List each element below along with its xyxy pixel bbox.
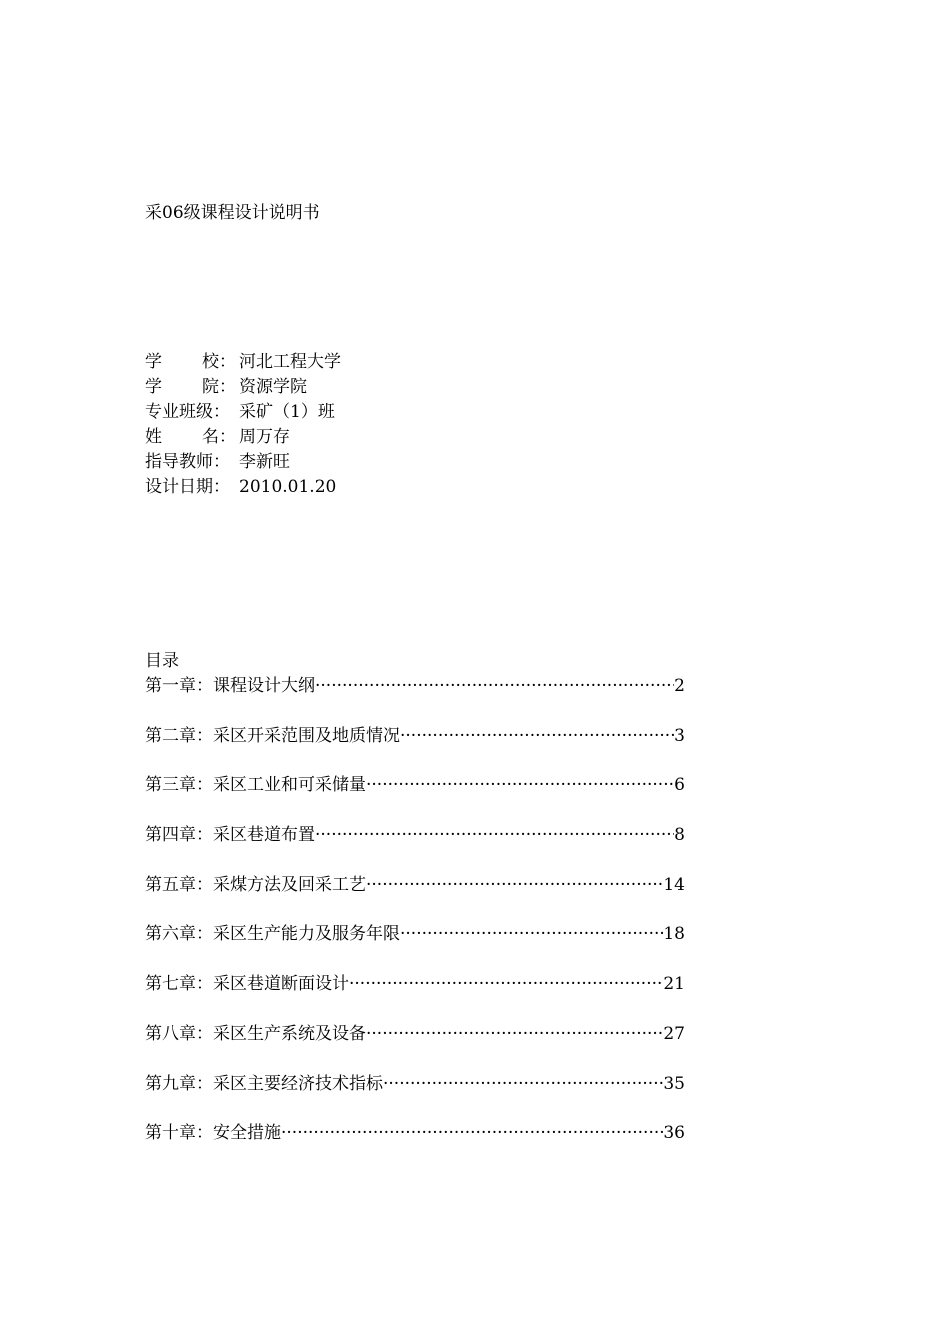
info-label [145, 375, 239, 400]
toc-leader-dots [383, 1072, 663, 1096]
info-value-college: 资源学院 [239, 377, 307, 397]
toc-item-title: 第二章：采区开采范围及地质情况 [145, 725, 400, 746]
toc-item-page: 18 [663, 924, 685, 945]
toc-item[interactable] [145, 1022, 685, 1046]
toc-item-title: 第八章：采区生产系统及设备 [145, 1023, 366, 1044]
toc-leader-dots [315, 823, 674, 847]
toc-item[interactable] [145, 972, 685, 996]
toc-item[interactable] [145, 922, 685, 946]
toc-item-title: 第五章：采煤方法及回采工艺 [145, 874, 366, 895]
info-label-last-char: 校： [202, 352, 236, 372]
toc-item[interactable] [145, 1121, 685, 1145]
toc-item-title: 第六章：采区生产能力及服务年限 [145, 924, 400, 945]
toc-item[interactable] [145, 724, 685, 748]
info-value-class: 采矿（1）班 [239, 402, 335, 422]
info-value-school: 河北工程大学 [239, 352, 341, 372]
document-title: 采06级课程设计说明书 [145, 203, 320, 223]
toc-item-page: 8 [674, 825, 685, 846]
toc-item[interactable] [145, 674, 685, 698]
toc-leader-dots [366, 1022, 663, 1046]
toc-item-title: 第一章：课程设计大纲 [145, 676, 315, 696]
table-of-contents [145, 674, 685, 1171]
info-row-date [145, 475, 341, 500]
toc-item-title: 第十章：安全措施 [145, 1123, 281, 1144]
info-label [145, 350, 239, 375]
toc-leader-dots [349, 972, 663, 996]
toc-heading: 目录 [145, 651, 179, 671]
toc-item-page: 3 [674, 725, 685, 746]
toc-item-page: 27 [663, 1023, 685, 1044]
info-label: 指导教师： [145, 452, 230, 472]
info-label-last-char: 名： [202, 427, 236, 447]
toc-item-title: 第七章：采区巷道断面设计 [145, 974, 349, 995]
info-label-first-char: 学 [145, 377, 162, 397]
toc-item[interactable] [145, 873, 685, 897]
toc-item-page: 35 [663, 1073, 685, 1094]
info-row-school [145, 350, 341, 375]
toc-leader-dots [400, 922, 663, 946]
toc-leader-dots [366, 773, 674, 797]
toc-leader-dots [366, 873, 663, 897]
toc-item-title: 第三章：采区工业和可采储量 [145, 775, 366, 796]
toc-leader-dots [400, 724, 674, 748]
toc-item[interactable] [145, 1072, 685, 1096]
info-label-first-char: 学 [145, 352, 162, 372]
info-label: 专业班级： [145, 402, 230, 422]
info-row-name [145, 425, 341, 450]
toc-item[interactable] [145, 823, 685, 847]
info-label-last-char: 院： [202, 377, 236, 397]
toc-item-title: 第九章：采区主要经济技术指标 [145, 1073, 383, 1094]
info-label-first-char: 姓 [145, 427, 162, 447]
toc-item-page: 36 [663, 1123, 685, 1144]
info-label: 设计日期： [145, 477, 230, 497]
toc-leader-dots [315, 674, 674, 698]
cover-info [145, 350, 341, 500]
info-row-advisor [145, 450, 341, 475]
toc-item-page: 14 [663, 874, 685, 895]
toc-item-page: 6 [674, 775, 685, 796]
toc-item[interactable] [145, 773, 685, 797]
info-row-college [145, 375, 341, 400]
info-label [145, 425, 239, 450]
toc-leader-dots [281, 1121, 663, 1145]
info-value-advisor: 李新旺 [239, 452, 290, 472]
toc-item-page: 2 [674, 676, 685, 696]
toc-item-page: 21 [663, 974, 685, 995]
info-value-name: 周万存 [239, 427, 290, 447]
toc-item-title: 第四章：采区巷道布置 [145, 825, 315, 846]
info-value-date: 2010.01.20 [239, 477, 337, 497]
info-row-class [145, 400, 341, 425]
